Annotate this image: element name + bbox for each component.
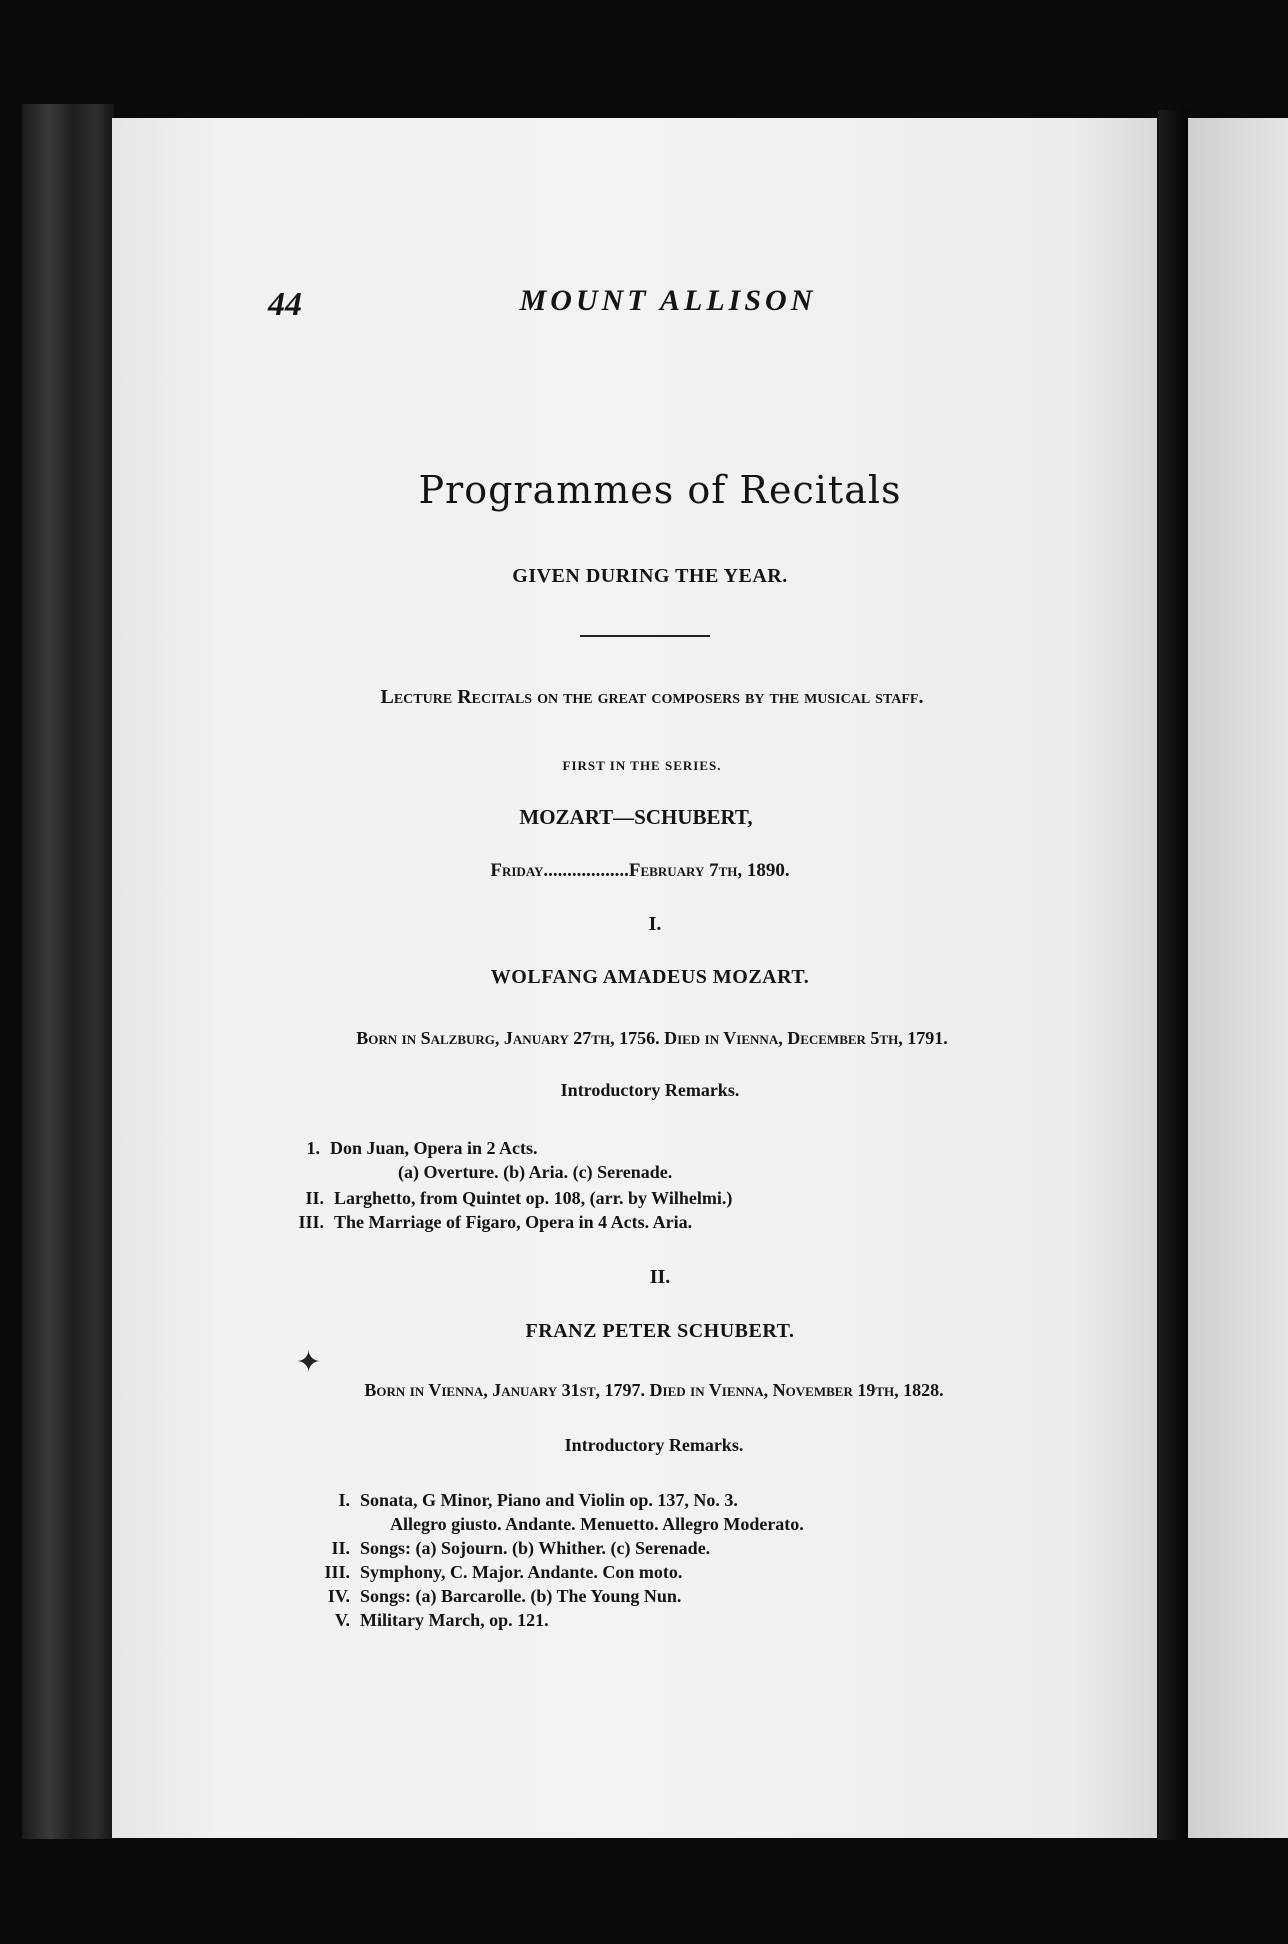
running-head: MOUNT ALLISON	[519, 284, 817, 317]
series-title: MOZART—SCHUBERT,	[519, 805, 753, 829]
programme-item	[298, 1490, 738, 1511]
programme-item	[268, 1138, 538, 1159]
divider-rule	[580, 635, 710, 637]
item-text: (a) Overture. (b) Aria. (c) Serenade.	[398, 1162, 673, 1182]
item-number: IV.	[327, 1586, 350, 1606]
page-number: 44	[268, 286, 302, 323]
programme-item	[298, 1610, 549, 1631]
section-subtitle: GIVEN DURING THE YEAR.	[512, 565, 788, 587]
programme-item	[398, 1162, 672, 1183]
programme-item	[298, 1538, 710, 1559]
item-number: III.	[298, 1212, 324, 1232]
programme-item	[298, 1562, 682, 1583]
programme-item	[272, 1188, 732, 1209]
item-text: Don Juan, Opera in 2 Acts.	[330, 1138, 538, 1158]
item-text: The Marriage of Figaro, Opera in 4 Acts. Aria.	[334, 1212, 693, 1232]
composer-name: WOLFANG AMADEUS MOZART.	[490, 966, 810, 988]
part-numeral: I.	[648, 913, 662, 935]
composer-dates: Born in Vienna, January 31st, 1797. Died in Vienna, November 19th, 1828.	[364, 1380, 944, 1400]
programme-item	[298, 1586, 681, 1607]
item-text: Allegro giusto. Andante. Menuetto. Allegro Moderato.	[390, 1514, 804, 1534]
introductory-remarks: Introductory Remarks.	[560, 1080, 740, 1100]
item-number: I.	[338, 1490, 350, 1510]
series-label: FIRST IN THE SERIES.	[562, 758, 722, 773]
item-number: V.	[334, 1610, 350, 1630]
item-text: Military March, op. 121.	[360, 1610, 549, 1630]
composer-name: FRANZ PETER SCHUBERT.	[525, 1320, 795, 1342]
lecture-recitals-line: Lecture Recitals on the great composers by the musical staff.	[380, 686, 924, 708]
recital-date: Friday..................February 7th, 1890.	[490, 860, 790, 881]
introductory-remarks: Introductory Remarks.	[564, 1435, 744, 1455]
adjacent-page-edge	[1188, 118, 1288, 1838]
book-spine	[22, 104, 114, 1839]
item-number: II.	[305, 1188, 324, 1208]
programme-item	[390, 1514, 804, 1535]
item-text: Songs: (a) Barcarolle. (b) The Young Nun.	[360, 1586, 682, 1606]
part-numeral: II.	[649, 1266, 671, 1288]
section-title: Programmes of Recitals	[418, 468, 902, 512]
item-number: II.	[331, 1538, 350, 1558]
composer-dates: Born in Salzburg, January 27th, 1756. Died in Vienna, December 5th, 1791.	[356, 1028, 948, 1048]
item-text: Larghetto, from Quintet op. 108, (arr. by Wilhelmi.)	[334, 1188, 733, 1208]
ink-blot-mark: ✦	[296, 1346, 322, 1379]
programme-item	[272, 1212, 692, 1233]
item-text: Sonata, G Minor, Piano and Violin op. 137, No. 3.	[360, 1490, 738, 1510]
item-number: III.	[324, 1562, 350, 1582]
page-gutter	[1158, 110, 1188, 1840]
item-number: 1.	[306, 1138, 320, 1158]
item-text: Symphony, C. Major. Andante. Con moto.	[360, 1562, 683, 1582]
item-text: Songs: (a) Sojourn. (b) Whither. (c) Serenade.	[360, 1538, 711, 1558]
